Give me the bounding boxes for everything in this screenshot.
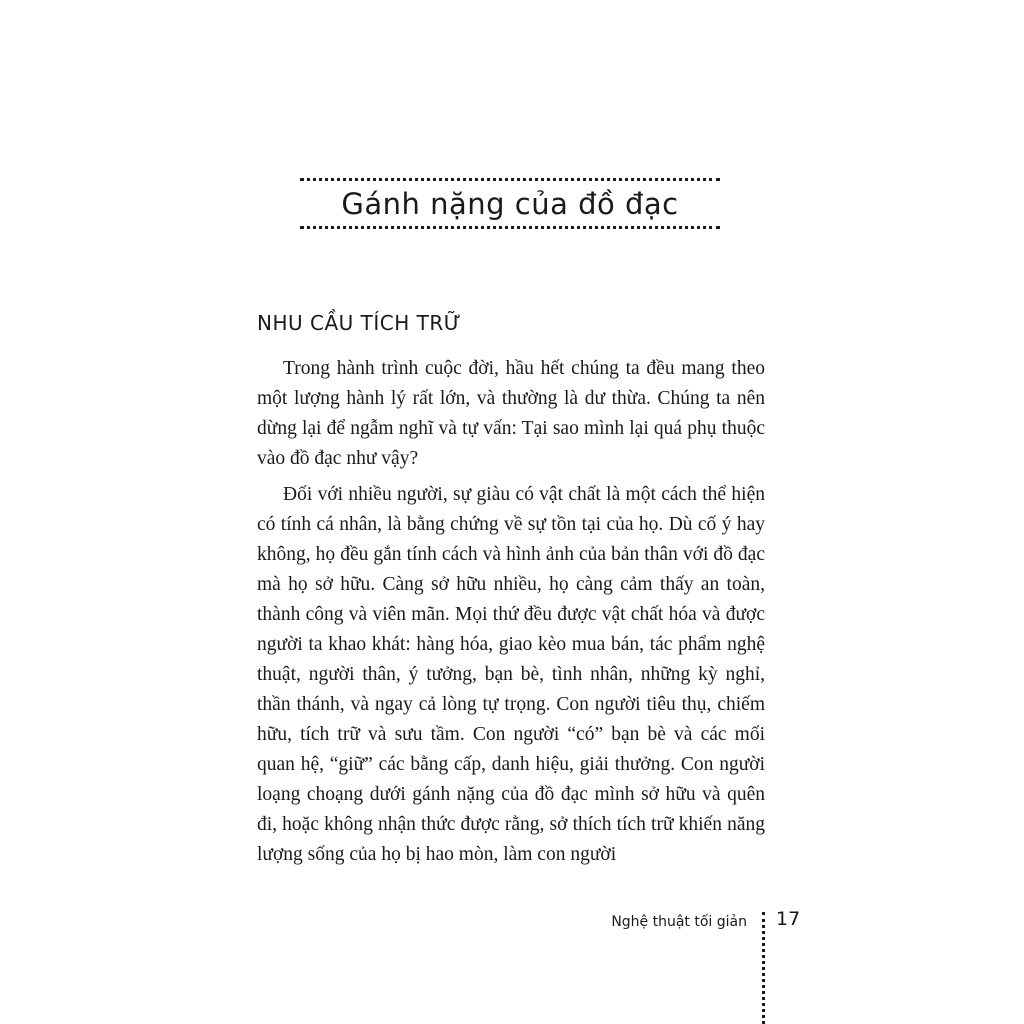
page-number: 17 (776, 908, 801, 930)
chapter-title: Gánh nặng của đồ đạc (341, 187, 679, 221)
title-bottom-dotted-rule (300, 226, 720, 229)
paragraph-1: Trong hành trình cuộc đời, hầu hết chúng ta đều mang theo một lượng hành lý rất lớn, và thường là dư thừa. Chúng ta nên dừng lại để ngẫm nghĩ và tự vấn: Tại sao mình lại quá phụ thuộc vào đồ đạc như vậy? (257, 358, 765, 469)
running-footer-book-title: Nghệ thuật tối giản (611, 914, 747, 930)
section-heading: NHU CẦU TÍCH TRỮ (257, 311, 462, 335)
footer-dotted-rule (762, 912, 765, 1024)
chapter-title-block (300, 178, 720, 229)
paragraph-2: Đối với nhiều người, sự giàu có vật chất là một cách thể hiện có tính cá nhân, là bằng chứng về sự tồn tại của họ. Dù cố ý hay không, họ đều gắn tính cách và hình ảnh của bản thân với đồ đạc mà họ sở hữu. Càng sở hữu nhiều, họ càng cảm thấy an toàn, thành công và viên mãn. Mọi thứ đều được vật chất hóa và được người ta khao khát: hàng hóa, giao kèo mua bán, tác phẩm nghệ thuật, người thân, ý tưởng, bạn bè, tình nhân, những kỳ nghỉ, thần thánh, và ngay cả lòng tự trọng. Con người tiêu thụ, chiếm hữu, tích trữ và sưu tầm. Con người “có” bạn bè và các mối quan hệ, “giữ” các bằng cấp, danh hiệu, giải thưởng. Con người loạng choạng dưới gánh nặng của đồ đạc mình sở hữu và quên đi, hoặc không nhận thức được rằng, sở thích tích trữ khiến năng lượng sống của họ bị hao mòn, làm con người (257, 484, 765, 865)
body-text (257, 354, 765, 876)
